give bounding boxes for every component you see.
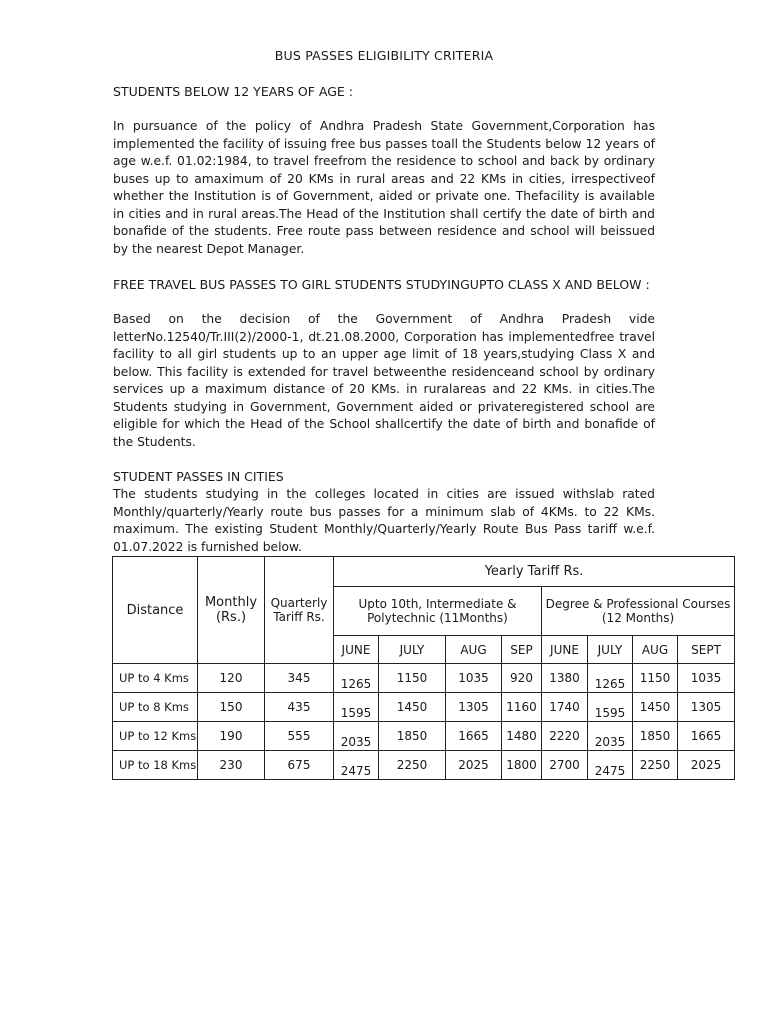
- yearly-cell: 2250: [379, 751, 446, 780]
- yearly-cell: 1265: [334, 664, 379, 693]
- quarterly-cell: 345: [265, 664, 334, 693]
- yearly-cell: 1850: [633, 722, 678, 751]
- quarterly-cell: 675: [265, 751, 334, 780]
- section-body-girl-students: Based on the decision of the Government of Andhra Pradesh vide letterNo.12540/Tr.III(2)/2000-1, dt.21.08.2000, Corporation has implementedfree travel facility to all girl students up to an upper age limit of 18 years,studying Class X and below. This facility is extended for travel betweenthe residenceand school by ordinary services up a maximum distance of 20 KMs. in ruralareas and 22 KMs. in cities.The Students studying in Government, Government aided or privateregistered school are eligible for which the Head of the School shallcertify the date of birth and bonafide of the Students.: [113, 312, 655, 449]
- yearly-cell: 1150: [379, 664, 446, 693]
- header-month: SEP: [502, 636, 542, 664]
- monthly-cell: 230: [198, 751, 265, 780]
- yearly-cell: 1665: [446, 722, 502, 751]
- yearly-cell: 1305: [446, 693, 502, 722]
- header-quarterly: Quarterly Tariff Rs.: [265, 557, 334, 664]
- header-yearly: Yearly Tariff Rs.: [334, 557, 735, 587]
- yearly-cell: 1305: [678, 693, 735, 722]
- distance-cell: UP to 12 Kms: [113, 722, 198, 751]
- yearly-cell: 920: [502, 664, 542, 693]
- header-month: AUG: [446, 636, 502, 664]
- tariff-table: [112, 556, 735, 780]
- yearly-cell: 1800: [502, 751, 542, 780]
- header-month: AUG: [633, 636, 678, 664]
- yearly-cell: 1160: [502, 693, 542, 722]
- header-month: JUNE: [542, 636, 588, 664]
- yearly-cell: 1380: [542, 664, 588, 693]
- yearly-cell: 2475: [334, 751, 379, 780]
- document-title: BUS PASSES ELIGIBILITY CRITERIA: [274, 48, 494, 63]
- yearly-cell: 1450: [633, 693, 678, 722]
- yearly-cell: 1150: [633, 664, 678, 693]
- quarterly-cell: 555: [265, 722, 334, 751]
- yearly-cell: 1450: [379, 693, 446, 722]
- monthly-cell: 120: [198, 664, 265, 693]
- header-distance: Distance: [113, 557, 198, 664]
- yearly-cell: 2475: [588, 751, 633, 780]
- header-month: JUNE: [334, 636, 379, 664]
- yearly-cell: 2035: [334, 722, 379, 751]
- table-row: [113, 751, 735, 780]
- section-heading-under-12: STUDENTS BELOW 12 YEARS OF AGE :: [113, 84, 353, 99]
- header-month: JULY: [588, 636, 633, 664]
- distance-cell: UP to 18 Kms: [113, 751, 198, 780]
- yearly-cell: 2700: [542, 751, 588, 780]
- monthly-cell: 150: [198, 693, 265, 722]
- yearly-cell: 1480: [502, 722, 542, 751]
- yearly-cell: 1265: [588, 664, 633, 693]
- yearly-cell: 1595: [588, 693, 633, 722]
- yearly-cell: 1665: [678, 722, 735, 751]
- section-body-city-passes: The students studying in the colleges located in cities are issued withslab rated Monthly/quarterly/Yearly route bus passes for a minimum slab of 4KMs. to 22 KMs. maximum. The existing Student Monthly/Quarterly/Yearly Route Bus Pass tariff w.e.f. 01.07.2022 is furnished below.: [113, 487, 655, 554]
- monthly-cell: 190: [198, 722, 265, 751]
- yearly-cell: 2250: [633, 751, 678, 780]
- section-heading-girl-students: FREE TRAVEL BUS PASSES TO GIRL STUDENTS STUDYINGUPTO CLASS X AND BELOW :: [113, 277, 650, 292]
- yearly-cell: 2025: [678, 751, 735, 780]
- yearly-cell: 2025: [446, 751, 502, 780]
- section-body-under-12: In pursuance of the policy of Andhra Pradesh State Government,Corporation has implemented the facility of issuing free bus passes toall the Students below 12 years of age w.e.f. 01.02:1984, to travel freefrom the residence to school and back by ordinary buses up to amaximum of 20 KMs in rural areas and 22 KMs in cities, irrespectiveof whether the Institution is of Government, aided or private one. Thefacility is available in cities and in rural areas.The Head of the Institution shall certify the date of birth and bonafide of the students. Free route pass between residence and school will beissued by the nearest Depot Manager.: [113, 119, 655, 256]
- header-month: JULY: [379, 636, 446, 664]
- table-row: [113, 722, 735, 751]
- header-school-group: Upto 10th, Intermediate & Polytechnic (11Months): [334, 587, 542, 636]
- table-row: [113, 693, 735, 722]
- yearly-cell: 2220: [542, 722, 588, 751]
- quarterly-cell: 435: [265, 693, 334, 722]
- header-degree-group: Degree & Professional Courses (12 Months): [542, 587, 735, 636]
- yearly-cell: 1595: [334, 693, 379, 722]
- yearly-cell: 1740: [542, 693, 588, 722]
- yearly-cell: 1035: [446, 664, 502, 693]
- yearly-cell: 2035: [588, 722, 633, 751]
- section-heading-city-passes: STUDENT PASSES IN CITIES: [113, 469, 284, 484]
- distance-cell: UP to 4 Kms: [113, 664, 198, 693]
- table-row: [113, 664, 735, 693]
- yearly-cell: 1850: [379, 722, 446, 751]
- yearly-cell: 1035: [678, 664, 735, 693]
- distance-cell: UP to 8 Kms: [113, 693, 198, 722]
- header-month: SEPT: [678, 636, 735, 664]
- header-monthly: Monthly (Rs.): [198, 557, 265, 664]
